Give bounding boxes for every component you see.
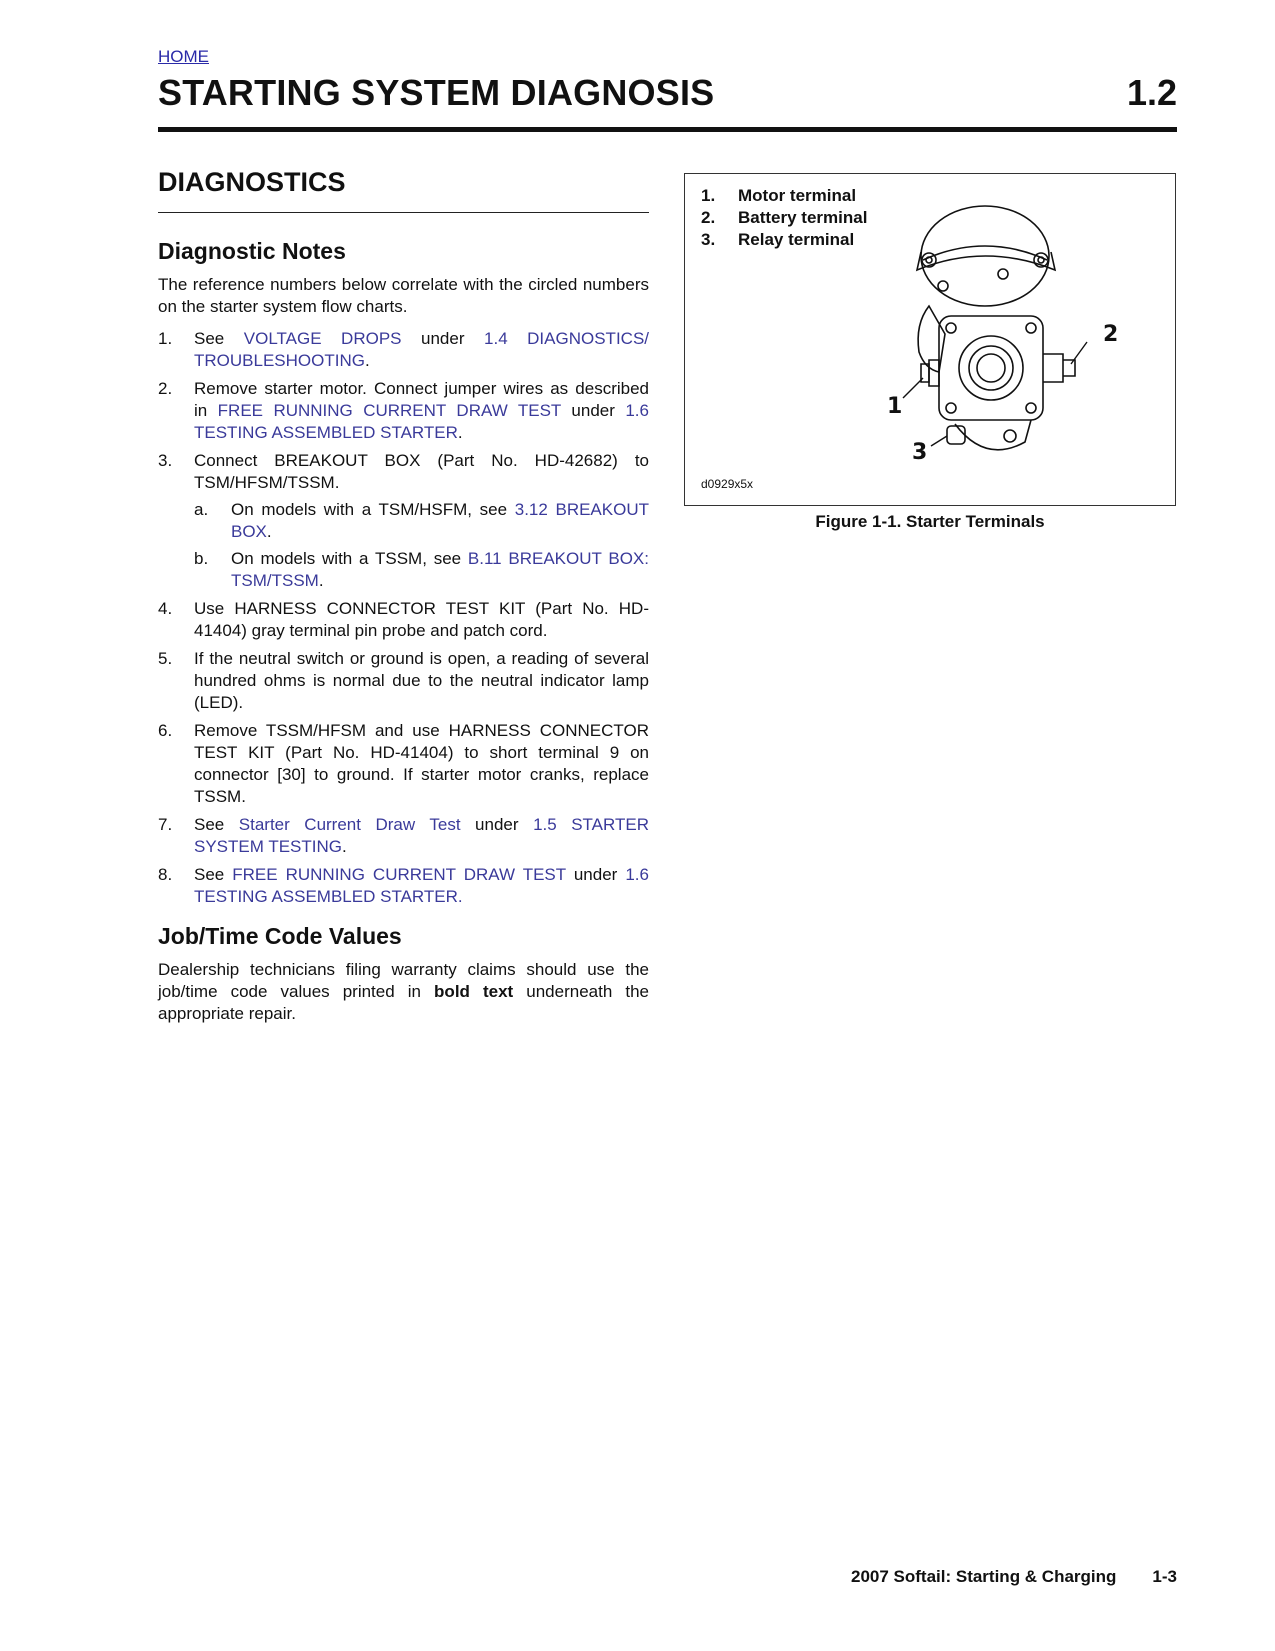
breakout-box-link[interactable]: 3.12 BREAKOUT BOX (231, 500, 649, 541)
item-text: See (194, 815, 239, 834)
figure-box (684, 173, 1176, 506)
item-text: under (565, 865, 626, 884)
figure-legend (701, 185, 867, 251)
heading-rule (158, 212, 649, 213)
legend-item (701, 185, 867, 207)
item-number: 5. (158, 649, 173, 668)
diagnostics-troubleshooting-link[interactable]: 1.4 DIAGNOSTICS/ TROUBLESHOOTING (194, 329, 649, 370)
title-rule (158, 127, 1177, 132)
list-item (158, 378, 649, 444)
testing-assembled-starter-link[interactable]: 1.6 TESTING ASSEMBLED STARTER. (194, 865, 649, 906)
item-letter: b. (194, 549, 209, 568)
callout-motor-terminal: 1 (887, 394, 903, 419)
diagnostics-column (158, 165, 649, 1025)
item-text: Remove TSSM/HFSM and use HARNESS CONNECTOR TEST KIT (Part No. HD-41404) to short terminal 9 on connector [30] to ground. If starter motor cranks, replace TSSM. (194, 721, 649, 806)
legend-number: 3. (701, 230, 716, 249)
legend-number: 1. (701, 186, 716, 205)
legend-label: Battery terminal (738, 208, 868, 227)
page-footer (851, 1567, 1177, 1587)
item-text: . (266, 522, 272, 541)
figure-caption: Figure 1-1. Starter Terminals (815, 512, 1045, 531)
item-number: 1. (158, 329, 173, 348)
voltage-drops-link[interactable]: VOLTAGE DROPS (243, 329, 402, 348)
callout-relay-terminal: 3 (912, 440, 928, 465)
breakout-box-tsm-tssm-link[interactable]: B.11 BREAKOUT BOX: TSM/TSSM (231, 549, 649, 590)
page-title: STARTING SYSTEM DIAGNOSIS (158, 72, 715, 113)
item-text: . (318, 571, 324, 590)
item-text: Remove starter motor. Connect jumper wires as described in (194, 379, 649, 420)
item-text: . (342, 837, 347, 856)
diagnostic-notes-list (158, 328, 649, 908)
item-number: 3. (158, 451, 173, 470)
home-link[interactable]: HOME (158, 47, 209, 66)
paragraph-text: Dealership technicians filing warranty claims should use the job/time code values printed in (158, 960, 649, 1001)
sub-list (194, 499, 649, 592)
job-time-paragraph (158, 959, 649, 1025)
free-running-current-draw-link[interactable]: FREE RUNNING CURRENT DRAW TEST (217, 401, 561, 420)
job-time-heading: Job/Time Code Values (158, 923, 402, 949)
image-code: d0929x5x (701, 477, 754, 491)
item-text: under (561, 401, 626, 420)
legend-label: Motor terminal (738, 186, 857, 205)
item-text: On models with a TSM/HSFM, see (231, 500, 515, 519)
item-letter: a. (194, 500, 209, 519)
item-text: Connect BREAKOUT BOX (Part No. HD-42682) to TSM/HFSM/TSSM. (194, 451, 649, 492)
bold-text-example: bold text (434, 982, 514, 1001)
footer-title: 2007 Softail: Starting & Charging (850, 1567, 1117, 1586)
item-text: . (457, 423, 463, 442)
legend-item (701, 207, 867, 229)
item-number: 7. (158, 815, 173, 834)
item-text: Use HARNESS CONNECTOR TEST KIT (Part No. HD-41404) gray terminal pin probe and patch cord. (194, 599, 649, 640)
legend-item (701, 229, 867, 251)
item-text: under (401, 329, 485, 348)
legend-number: 2. (701, 208, 716, 227)
item-text: On models with a TSSM, see (231, 549, 468, 568)
item-text: See (194, 329, 244, 348)
list-item (158, 598, 649, 642)
diagnostics-heading: DIAGNOSTICS (158, 167, 346, 197)
item-number: 4. (158, 599, 173, 618)
section-number: 1.2 (1126, 72, 1177, 113)
list-item (158, 864, 649, 908)
sub-list-item (194, 548, 649, 592)
item-number: 6. (158, 721, 173, 740)
item-number: 2. (158, 379, 173, 398)
list-item (158, 814, 649, 858)
testing-assembled-starter-link[interactable]: 1.6 TESTING ASSEMBLED STARTER (194, 401, 649, 442)
list-item (158, 648, 649, 714)
list-item (158, 328, 649, 372)
item-text: under (460, 815, 534, 834)
list-item (158, 450, 649, 592)
callout-battery-terminal: 2 (1103, 322, 1119, 347)
list-item (158, 720, 649, 808)
free-running-current-draw-link[interactable]: FREE RUNNING CURRENT DRAW TEST (232, 865, 566, 884)
item-text: See (194, 865, 233, 884)
item-text: If the neutral switch or ground is open, a reading of several hundred ohms is normal due to the neutral indicator lamp (LED). (194, 649, 649, 712)
sub-list-item (194, 499, 649, 543)
starter-current-draw-link[interactable]: Starter Current Draw Test (238, 815, 461, 834)
paragraph-text: underneath the appropriate repair. (158, 982, 649, 1023)
starter-system-testing-link[interactable]: 1.5 STARTER SYSTEM TESTING (194, 815, 649, 856)
item-number: 8. (158, 865, 173, 884)
legend-label: Relay terminal (738, 230, 855, 249)
diagnostic-notes-heading: Diagnostic Notes (158, 238, 346, 264)
page-number: 1-3 (1152, 1567, 1177, 1586)
intro-paragraph: The reference numbers below correlate with the circled numbers on the starter system flow charts. (158, 275, 649, 316)
item-text: . (364, 351, 370, 370)
